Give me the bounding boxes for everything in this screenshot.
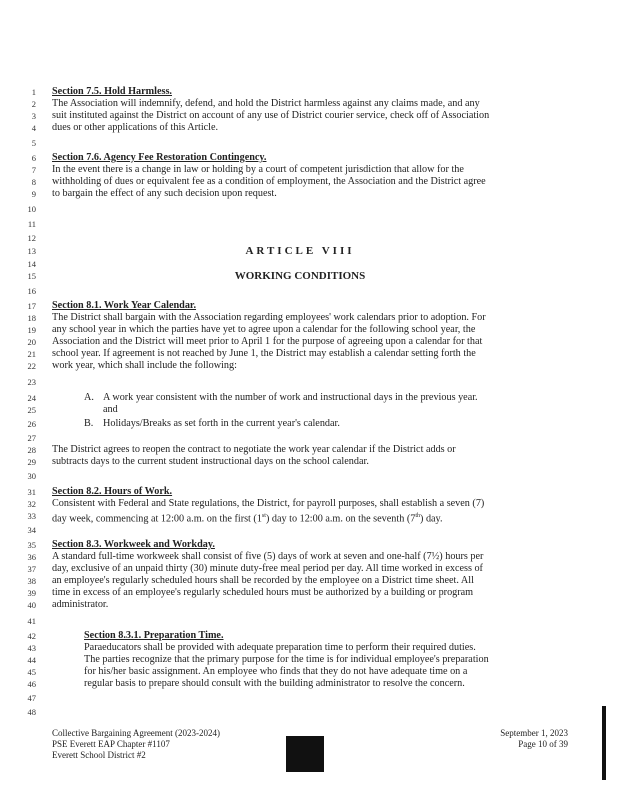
line-number: 29 (27, 457, 36, 467)
line-number: 33 (27, 511, 36, 521)
section-8-1-line-3: Association and the District will meet prior to April 1 for the purpose of agreeing upon a calendar for that (52, 336, 483, 347)
section-8-1-after-line-1: The District agrees to reopen the contract to negotiate the work year calendar if the District adds or (52, 444, 456, 455)
line-number: 22 (27, 361, 36, 371)
line-number: 48 (27, 707, 36, 717)
line-number: 18 (27, 313, 36, 323)
line-number: 16 (27, 286, 36, 296)
section-8-3-heading: Section 8.3. Workweek and Workday. (52, 539, 215, 550)
line-number: 17 (27, 301, 36, 311)
footer-district: Everett School District #2 (52, 750, 146, 760)
line-number: 3 (31, 111, 36, 121)
line-number: 26 (27, 419, 36, 429)
redaction-box (286, 736, 324, 772)
line-number: 41 (27, 616, 36, 626)
section-8-3-line-4: time in excess of an employee's regularly scheduled hours must be authorized by a building or program (52, 587, 474, 598)
line-number: 7 (31, 165, 36, 175)
article-subtitle: WORKING CONDITIONS (234, 270, 366, 282)
line-number: 23 (27, 377, 36, 387)
line-number: 6 (31, 153, 36, 163)
footer-date: September 1, 2023 (500, 728, 568, 738)
footer-page-number: Page 10 of 39 (518, 739, 568, 749)
list-item-a-marker: A. (84, 392, 94, 403)
line-number: 19 (27, 325, 36, 335)
line-number: 28 (27, 445, 36, 455)
list-item-b-marker: B. (84, 418, 94, 429)
footer-left (52, 728, 220, 761)
line-number: 37 (27, 564, 36, 574)
section-7-6-heading: Section 7.6. Agency Fee Restoration Contingency. (52, 152, 267, 163)
line-number: 47 (27, 693, 36, 703)
section-8-3-1-line-2: The parties recognize that the primary purpose for the time is for individual employee's preparation (84, 654, 489, 665)
line-number: 25 (27, 405, 36, 415)
line-number: 9 (31, 189, 36, 199)
line-number: 27 (27, 433, 36, 443)
section-8-1-line-4: school year. If agreement is not reached by June 1, the District may establish a calendar setting forth the (52, 348, 476, 359)
line-number: 31 (27, 487, 36, 497)
list-item-b: Holidays/Breaks as set forth in the current year's calendar. (103, 418, 340, 429)
footer-right (500, 728, 568, 750)
line-number: 42 (27, 631, 36, 641)
line-number: 10 (27, 204, 36, 214)
section-7-6-line-1: In the event there is a change in law or holding by a court of competent jurisdiction that allow for the (52, 164, 464, 175)
section-7-5-line-1: The Association will indemnify, defend, and hold the District harmless against any claims made, and any (52, 98, 480, 109)
footer-chapter: PSE Everett EAP Chapter #1107 (52, 739, 170, 749)
line-number: 14 (27, 259, 36, 269)
line-number: 11 (27, 219, 36, 229)
section-8-3-line-3: an employee's regularly scheduled hours shall be recorded by the employee on a District time sheet. All (52, 575, 474, 586)
section-7-5-heading: Section 7.5. Hold Harmless. (52, 86, 172, 97)
section-8-1-line-5: work year, which shall include the following: (52, 360, 237, 371)
section-8-2-line-2: day week, commencing at 12:00 a.m. on the first (1st) day to 12:00 a.m. on the seventh (7th) day. (52, 513, 443, 525)
scan-edge-bar (602, 706, 606, 780)
section-8-3-line-1: A standard full-time workweek shall consist of five (5) days of work at seven and one-half (7½) hours per (52, 551, 484, 562)
section-8-1-heading: Section 8.1. Work Year Calendar. (52, 300, 197, 311)
line-number: 30 (27, 471, 36, 481)
line-number: 12 (27, 233, 36, 243)
line-number: 4 (31, 123, 36, 133)
section-8-3-1-line-1: Paraeducators shall be provided with adequate preparation time to perform their required duties. (84, 642, 476, 653)
line-number: 20 (27, 337, 36, 347)
section-7-6-line-2: withholding of dues or equivalent fee as a condition of employment, the Association and the District agree (52, 176, 486, 187)
line-number: 40 (27, 600, 36, 610)
line-number: 45 (27, 667, 36, 677)
section-8-3-line-5: administrator. (52, 599, 109, 610)
section-8-1-after-line-2: subtracts days to the current student instructional days on the school calendar. (52, 456, 369, 467)
line-number: 39 (27, 588, 36, 598)
line-number: 5 (31, 138, 36, 148)
section-8-3-1-heading: Section 8.3.1. Preparation Time. (84, 630, 224, 641)
line-number: 2 (31, 99, 36, 109)
line-number: 21 (27, 349, 36, 359)
section-8-3-line-2: day, exclusive of an unpaid thirty (30) minute duty-free meal period per day. All time worked in excess of (52, 563, 483, 574)
line-number: 32 (27, 499, 36, 509)
line-number: 34 (27, 525, 36, 535)
section-8-1-line-1: The District shall bargain with the Association regarding employees' work calendars prior to adoption. For (52, 312, 486, 323)
footer-agreement: Collective Bargaining Agreement (2023-2024) (52, 728, 221, 738)
line-number: 35 (27, 540, 36, 550)
line-number: 46 (27, 679, 36, 689)
section-8-2-heading: Section 8.2. Hours of Work. (52, 486, 173, 497)
section-7-6-line-3: to bargain the effect of any such decision upon request. (52, 188, 277, 199)
line-number: 13 (27, 246, 36, 256)
section-8-2-line-1: Consistent with Federal and State regulations, the District, for payroll purposes, shall establish a seven (7) (52, 498, 485, 509)
line-number: 38 (27, 576, 36, 586)
section-8-1-line-2: any school year in which the parties have yet to agree upon a calendar for the following school year, the (52, 324, 476, 335)
line-number: 15 (27, 271, 36, 281)
section-8-3-1-line-4: regular basis to prepare should consult with the building administrator to resolve the concern. (84, 678, 465, 689)
section-7-5-line-3: dues or other applications of this Article. (52, 122, 219, 133)
line-number: 44 (27, 655, 36, 665)
list-item-a: A work year consistent with the number of work and instructional days in the previous year. (103, 392, 478, 403)
section-8-3-1-line-3: for his/her basic assignment. An employee who finds that they do not have adequate time on a (84, 666, 468, 677)
list-item-a-continued: and (103, 404, 118, 415)
article-title: ARTICLE VIII (245, 245, 355, 257)
line-number: 8 (31, 177, 36, 187)
line-number: 36 (27, 552, 36, 562)
line-number: 1 (31, 87, 36, 97)
line-number: 24 (27, 393, 36, 403)
line-number: 43 (27, 643, 36, 653)
section-7-5-line-2: suit instituted against the District on account of any use of District courier service, check off of Association (52, 110, 490, 121)
